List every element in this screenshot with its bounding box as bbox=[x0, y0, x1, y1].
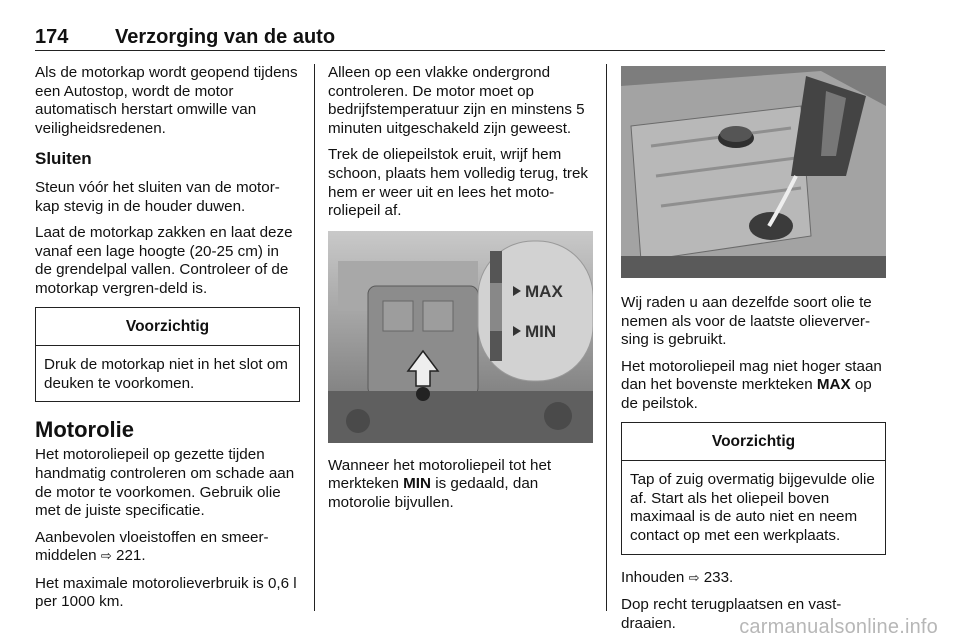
dipstick-min-label: MIN bbox=[525, 321, 557, 341]
paragraph: Steun vóór het sluiten van de motor-kap stevig in de houder duwen. bbox=[35, 178, 280, 215]
paragraph: Het maximale motorolieverbruik is 0,6 l per 1000 km. bbox=[35, 574, 297, 611]
paragraph bbox=[35, 529, 300, 567]
paragraph-text: Aanbevolen vloeistoffen en smeer-middelen bbox=[35, 528, 269, 565]
cross-reference-arrow-icon: ⇨ bbox=[100, 549, 112, 565]
paragraph bbox=[328, 457, 590, 513]
bold-term: MAX bbox=[816, 376, 851, 394]
page-header bbox=[35, 26, 885, 50]
section-heading-motorolie: Motorolie bbox=[35, 417, 134, 443]
header-rule bbox=[35, 50, 885, 51]
cross-reference-arrow-icon: ⇨ bbox=[688, 570, 700, 586]
section-heading-sluiten: Sluiten bbox=[35, 149, 92, 169]
paragraph bbox=[621, 569, 886, 589]
column-1 bbox=[35, 64, 300, 620]
caution-title: Voorzichtig bbox=[36, 308, 299, 347]
paragraph: Alleen op een vlakke ondergrond controleren. De motor moet op bedrijfstemperatuur zijn en minstens 5 minuten uitgeschakeld zijn geweest. bbox=[328, 64, 585, 137]
caution-box bbox=[35, 307, 300, 403]
paragraph bbox=[621, 358, 886, 414]
column-divider bbox=[606, 64, 607, 611]
cross-reference-link[interactable]: 233. bbox=[703, 568, 734, 586]
column-divider bbox=[314, 64, 315, 611]
cross-reference-link[interactable]: 221. bbox=[116, 547, 146, 565]
paragraph-text: Het motoroliepeil mag niet hoger staan dan het bovenste merkteken bbox=[621, 357, 882, 394]
caution-title: Voorzichtig bbox=[622, 423, 885, 462]
watermark: carmanualsonline.info bbox=[739, 616, 938, 638]
bold-term: MIN bbox=[403, 475, 431, 493]
dipstick-max-label: MAX bbox=[525, 281, 563, 301]
dipstick-photo bbox=[328, 231, 593, 443]
paragraph: Als de motorkap wordt geopend tijdens een Autostop, wordt de motor automatisch herstart omwille van veiligheidsredenen. bbox=[35, 64, 298, 137]
oil-filler-photo bbox=[621, 66, 886, 278]
caution-text: Tap of zuig overmatig bijgevulde olie af. Start als het oliepeil boven maximaal is de auto niet en neem contact op met een werkplaats. bbox=[630, 471, 875, 544]
column-2 bbox=[328, 64, 590, 521]
paragraph-text: Inhouden bbox=[621, 568, 689, 586]
paragraph: Het motoroliepeil op gezette tijden handmatig controleren om schade aan de motor te voorkomen. Gebruik olie met de juiste specificatie. bbox=[35, 446, 295, 520]
caution-text: Druk de motorkap niet in het slot om deuken te voorkomen. bbox=[44, 356, 288, 392]
paragraph: Laat de motorkap zakken en laat deze vanaf een lage hoogte (20-25 cm) in de grendelpal vallen. Controleer of de motorkap vergren-deld is. bbox=[35, 224, 293, 297]
paragraph: Wij raden u aan dezelfde soort olie te nemen als voor de laatste olieverver-sing is gebruikt. bbox=[621, 294, 872, 349]
paragraph-text: Wanneer het motoroliepeil tot het merkteken bbox=[328, 456, 552, 493]
column-3 bbox=[621, 64, 886, 641]
caution-box bbox=[621, 422, 886, 555]
paragraph: Dop recht terugplaatsen en vast-draaien. bbox=[621, 596, 842, 632]
paragraph-text: is gedaald, dan motorolie bijvullen. bbox=[328, 475, 539, 511]
paragraph: Trek de oliepeilstok eruit, wrijf hem schoon, plaats hem volledig terug, trek hem er weer uit en lees het moto-roliepeil af. bbox=[328, 146, 589, 220]
chapter-title: Verzorging van de auto bbox=[115, 26, 336, 48]
page-number: 174 bbox=[35, 26, 69, 48]
paragraph-text: op de peilstok. bbox=[621, 376, 872, 412]
